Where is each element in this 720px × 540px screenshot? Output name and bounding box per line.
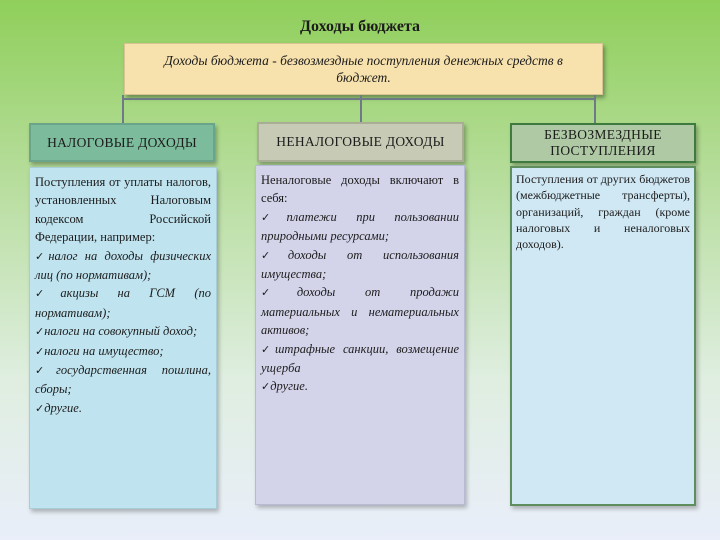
list-item-text: другие. [270, 379, 308, 394]
list-item-text: другие. [44, 400, 82, 415]
connector-right [594, 95, 596, 123]
list-item [35, 342, 211, 361]
list-item [261, 340, 459, 378]
check-bullet-icon: ✓ [35, 325, 45, 339]
check-bullet-icon: ✓ [35, 344, 45, 358]
nontax-revenue-list [261, 208, 459, 397]
nontax-revenue-body [255, 165, 465, 505]
list-item [261, 377, 459, 396]
tax-revenue-header [29, 123, 215, 162]
check-bullet-icon: ✓ [261, 286, 297, 300]
nontax-revenue-header-label: НЕНАЛОГОВЫЕ ДОХОДЫ [276, 134, 445, 149]
tax-revenue-header-label: НАЛОГОВЫЕ ДОХОДЫ [47, 134, 197, 150]
check-bullet-icon: ✓ [35, 287, 61, 301]
nontax-revenue-header [257, 122, 464, 162]
list-item [261, 246, 459, 284]
definition-box [124, 43, 603, 95]
tax-revenue-list [35, 247, 211, 419]
list-item [35, 322, 211, 341]
list-item-text: доходы от продажи материальных и нематериальных активов; [261, 285, 459, 338]
list-item [261, 208, 459, 246]
list-item-text: налог на доходы физических лиц (по нормативам); [35, 248, 212, 283]
tax-revenue-intro: Поступления от уплаты налогов, установленных Налоговым кодексом Российской Федерации, например: [35, 175, 211, 245]
check-bullet-icon: ✓ [35, 249, 49, 263]
check-bullet-icon: ✓ [35, 401, 45, 415]
list-item [35, 247, 211, 285]
list-item [261, 283, 459, 339]
list-item [35, 361, 211, 399]
definition-text: Доходы бюджета - безвозмездные поступления денежных средств в бюджет. [164, 53, 563, 85]
list-item-text: налоги на имущество; [44, 343, 164, 358]
list-item-text: акцизы на ГСМ (по нормативам); [35, 286, 211, 320]
check-bullet-icon: ✓ [261, 380, 271, 394]
connector-left [122, 95, 124, 123]
list-item-text: государственная пошлина, сборы; [35, 363, 211, 397]
diagram-title: Доходы бюджета [299, 18, 421, 35]
nontax-revenue-intro: Неналоговые доходы включают в себя: [261, 173, 459, 206]
gratuitous-receipts-body [510, 166, 696, 506]
tax-revenue-body [29, 167, 217, 509]
connector-middle [360, 95, 362, 122]
list-item-text: штрафные санкции, возмещение ущерба [261, 341, 459, 376]
gratuitous-receipts-header-label: БЕЗВОЗМЕЗДНЫЕ ПОСТУПЛЕНИЯ [544, 127, 662, 158]
list-item-text: налоги на совокупный доход; [44, 324, 198, 339]
list-item [35, 399, 211, 418]
list-item-text: платежи при пользовании природными ресурсами; [261, 209, 460, 244]
check-bullet-icon: ✓ [261, 342, 275, 356]
list-item [35, 284, 211, 322]
gratuitous-receipts-text: Поступления от других бюджетов (межбюджетные трансферты), организаций, граждан (кроме налоговых и неналоговых доходов). [516, 172, 690, 252]
list-item-text: доходы от использования имущества; [261, 247, 459, 282]
check-bullet-icon: ✓ [35, 364, 56, 378]
gratuitous-receipts-header [510, 123, 696, 163]
connector-horizontal [122, 98, 596, 100]
check-bullet-icon: ✓ [261, 210, 287, 224]
check-bullet-icon: ✓ [261, 248, 288, 262]
